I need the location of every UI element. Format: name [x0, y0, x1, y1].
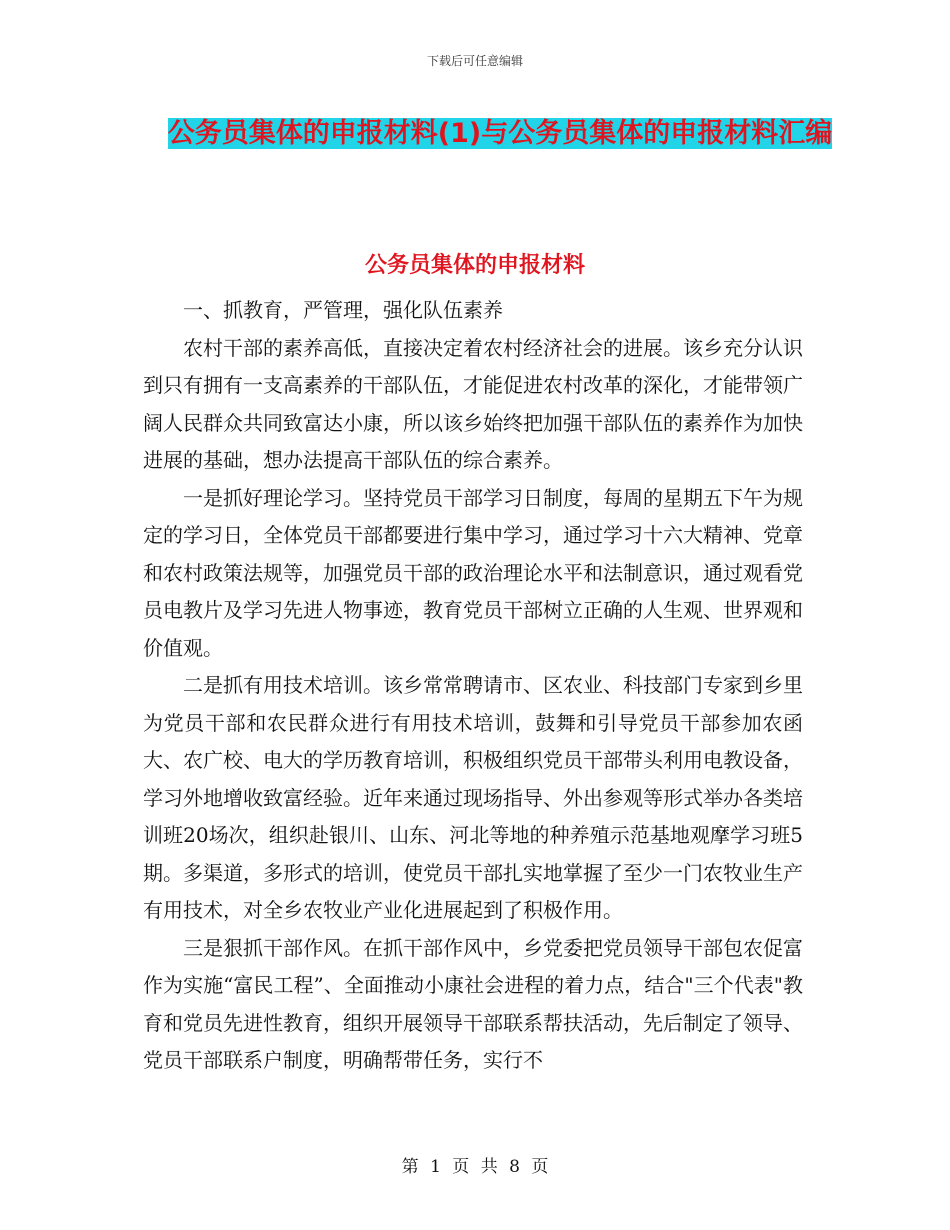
section-title: 公务员集体的申报材料 [364, 253, 585, 278]
paragraph: 三是狠抓干部作风。在抓干部作风中，乡党委把党员领导干部包农促富作为实施“富民工程”、全面推动小康社会进程的着力点，结合"三个代表"教育和党员先进性教育，组织开展领导干部联系帮扶活动，先后制定了领导、党员干部联系户制度，明确帮带任务，实行不 [143, 935, 803, 1072]
paragraph: 农村干部的素养高低，直接决定着农村经济社会的进展。该乡充分认识到只有拥有一支高素养的干部队伍，才能促进农村改革的深化，才能带领广阔人民群众共同致富达小康，所以该乡始终把加强干部队伍的素养作为加快进展的基础，想办法提高干部队伍的综合素养。 [143, 335, 803, 472]
page-number-footer: 第 1 页 共 8 页 [401, 1157, 549, 1177]
header-note: 下载后可任意编辑 [426, 54, 523, 68]
document-body [143, 292, 803, 1080]
paragraph: 一是抓好理论学习。坚持党员干部学习日制度，每周的星期五下午为规定的学习日，全体党员干部都要进行集中学习，通过学习十六大精神、党章和农村政策法规等，加强党员干部的政治理论水平和法制意识，通过观看党员电教片及学习先进人物事迹，教育党员干部树立正确的人生观、世界观和价值观。 [143, 485, 803, 660]
paragraph-heading-1: 一、抓教育，严管理，强化队伍素养 [183, 298, 503, 322]
paragraph: 二是抓有用技术培训。该乡常常聘请市、区农业、科技部门专家到乡里为党员干部和农民群众进行有用技术培训，鼓舞和引导党员干部参加农函大、农广校、电大的学历教育培训，积极组织党员干部带头利用电教设备，学习外地增收致富经验。近年来通过现场指导、外出参观等形式举办各类培训班20场次，组织赴银川、山东、河北等地的种养殖示范基地观摩学习班5期。多渠道，多形式的培训，使党员干部扎实地掌握了至少一门农牧业生产有用技术，对全乡农牧业产业化进展起到了积极作用。 [143, 673, 803, 922]
document-title [150, 110, 850, 158]
document-title-text: 公务员集体的申报材料(1)与公务员集体的申报材料汇编 [167, 118, 833, 149]
